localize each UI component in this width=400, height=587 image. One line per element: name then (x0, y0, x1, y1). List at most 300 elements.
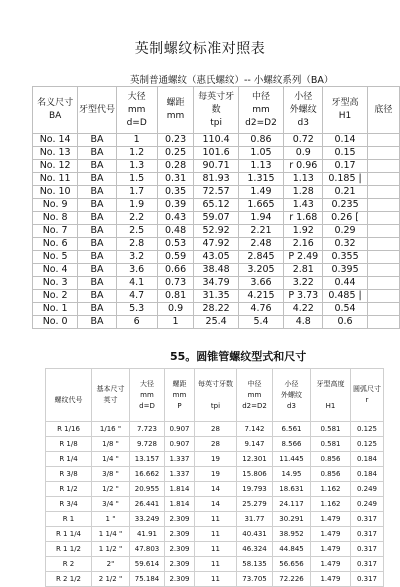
table-cell: 24.117 (273, 497, 311, 512)
ba-thread-table (32, 86, 400, 329)
table-cell: 1.479 (311, 512, 351, 527)
table-cell (367, 264, 399, 277)
table-cell: 9.728 (130, 437, 165, 452)
table-cell: 43.05 (194, 251, 238, 264)
npt-header-text: 牙型高度 (316, 379, 345, 388)
table-cell: 0.485 | (323, 290, 367, 303)
npt-header-cell (130, 369, 165, 422)
table-row (33, 134, 400, 147)
table-cell: No. 5 (33, 251, 78, 264)
table-cell: 0.26 [ (323, 212, 367, 225)
table-cell: 4.7 (116, 290, 157, 303)
table-cell: 0.317 (351, 512, 384, 527)
npt-header-cell (195, 369, 237, 422)
table-cell: 0.317 (351, 572, 384, 587)
table-cell: 1/4 " (92, 452, 130, 467)
table-cell: 1 " (92, 512, 130, 527)
table-cell: 11 (195, 572, 237, 587)
ba-header-text: tpi (210, 117, 222, 128)
table-cell: 47.803 (130, 542, 165, 557)
table-cell: 19.793 (237, 482, 273, 497)
table-row (33, 316, 400, 329)
table-cell: No. 4 (33, 264, 78, 277)
table-cell: 59.614 (130, 557, 165, 572)
npt-header-text (195, 390, 236, 401)
table-row (33, 277, 400, 290)
table-cell (367, 199, 399, 212)
npt-header-text: 外螺纹 (281, 390, 302, 399)
table-cell: BA (78, 290, 116, 303)
ba-table-body (33, 134, 400, 329)
npt-header-text: r (365, 396, 369, 404)
table-row (46, 437, 384, 452)
table-cell (367, 147, 399, 160)
table-cell: r 1.68 (284, 212, 323, 225)
table-cell: 0.28 (157, 160, 194, 173)
table-cell: 72.226 (273, 572, 311, 587)
ba-table-caption: 英制普通螺纹（惠氏螺纹）-- 小螺纹系列（BA） (130, 75, 334, 86)
table-cell: 1.49 (238, 186, 283, 199)
table-cell: 1/16 " (92, 422, 130, 437)
npt-header-text: d3 (287, 401, 296, 410)
table-cell: 0.317 (351, 542, 384, 557)
table-cell: 1.2 (116, 147, 157, 160)
npt-table-caption: 55。圆锥管螺纹型式和尺寸 (170, 350, 307, 363)
table-cell: 1.94 (238, 212, 283, 225)
ba-header-text: BA (48, 111, 62, 121)
table-cell: 3.205 (238, 264, 283, 277)
table-cell: 12.301 (237, 452, 273, 467)
table-row (46, 467, 384, 482)
table-row (33, 186, 400, 199)
ba-header-text: mm (166, 111, 185, 121)
table-cell: 38.952 (273, 527, 311, 542)
table-cell: 0.32 (323, 238, 367, 251)
table-cell: 14 (195, 497, 237, 512)
table-row (33, 212, 400, 225)
table-cell: No. 6 (33, 238, 78, 251)
table-cell: 11 (195, 512, 237, 527)
table-cell: 90.71 (194, 160, 238, 173)
table-cell (367, 134, 399, 147)
table-cell (367, 160, 399, 173)
table-row (46, 527, 384, 542)
table-cell: 1.479 (311, 527, 351, 542)
table-cell: 0.43 (157, 212, 194, 225)
table-cell: 38.48 (194, 264, 238, 277)
table-cell: 11 (195, 542, 237, 557)
table-cell: 4.22 (284, 303, 323, 316)
ba-header-text: 小径 (294, 91, 313, 102)
table-cell: 65.12 (194, 199, 238, 212)
table-cell: 1 (116, 134, 157, 147)
table-row (33, 251, 400, 264)
npt-header-text: mm (247, 390, 262, 399)
ba-header-cell (238, 87, 283, 134)
table-cell: BA (78, 303, 116, 316)
table-cell: R 1 (46, 512, 92, 527)
table-cell: 2.309 (165, 527, 195, 542)
table-cell: 0.249 (351, 497, 384, 512)
table-cell: 0.856 (311, 452, 351, 467)
ba-header-cell (194, 87, 238, 134)
ba-header-cell (367, 87, 399, 134)
table-cell: 11 (195, 557, 237, 572)
table-cell: 20.955 (130, 482, 165, 497)
table-cell: 0.48 (157, 225, 194, 238)
npt-header-text (46, 384, 91, 395)
ba-header-text: 底径 (374, 104, 393, 115)
table-cell: 28 (195, 437, 237, 452)
ba-header-row (33, 87, 400, 134)
table-cell: 6.561 (273, 422, 311, 437)
ba-header-text: 大径 (127, 91, 146, 102)
table-cell: 14 (195, 482, 237, 497)
npt-header-text: mm (140, 390, 154, 399)
page-title: 英制螺纹标准对照表 (134, 41, 266, 57)
table-cell: 1 1/4 " (92, 527, 130, 542)
table-cell: 5.4 (238, 316, 283, 329)
table-cell: 44.845 (273, 542, 311, 557)
table-cell: 0.856 (311, 467, 351, 482)
table-cell: BA (78, 134, 116, 147)
table-cell: 4.215 (238, 290, 283, 303)
table-cell: 0.125 (351, 422, 384, 437)
table-cell: 0.59 (157, 251, 194, 264)
table-cell: 11 (195, 527, 237, 542)
table-cell: 0.581 (311, 422, 351, 437)
table-cell: 73.705 (237, 572, 273, 587)
table-cell: 3.6 (116, 264, 157, 277)
table-cell: 2.309 (165, 572, 195, 587)
table-cell: 0.355 (323, 251, 367, 264)
table-cell: No. 14 (33, 134, 78, 147)
table-cell: 25.279 (237, 497, 273, 512)
table-cell (367, 173, 399, 186)
table-cell: R 2 1/2 (46, 572, 92, 587)
npt-header-text (311, 390, 350, 401)
table-cell: 0.31 (157, 173, 194, 186)
table-cell: BA (78, 316, 116, 329)
table-cell: 46.324 (237, 542, 273, 557)
table-cell: P 2.49 (284, 251, 323, 264)
table-cell: 1.337 (165, 452, 195, 467)
table-cell: 58.135 (237, 557, 273, 572)
table-cell: 6 (116, 316, 157, 329)
table-cell: 1.479 (311, 572, 351, 587)
table-cell: 0.23 (157, 134, 194, 147)
table-cell: 3.2 (116, 251, 157, 264)
table-cell: 2" (92, 557, 130, 572)
table-cell: 52.92 (194, 225, 238, 238)
npt-header-text: 基本尺寸 (96, 385, 125, 393)
ba-header-text: 中径 (251, 91, 270, 102)
table-cell: 31.77 (237, 512, 273, 527)
table-cell: 0.54 (323, 303, 367, 316)
npt-header-text: 螺距 (172, 379, 187, 388)
table-cell: 0.185 | (323, 173, 367, 186)
ba-header-text: 牙型高 (331, 98, 359, 108)
table-cell: 0.29 (323, 225, 367, 238)
table-cell: 28 (195, 422, 237, 437)
table-cell: No. 3 (33, 277, 78, 290)
table-cell (367, 303, 399, 316)
table-cell: BA (78, 264, 116, 277)
table-cell: 13.157 (130, 452, 165, 467)
table-cell (367, 212, 399, 225)
table-cell: 3/4 " (92, 497, 130, 512)
table-cell: 0.395 (323, 264, 367, 277)
table-cell: No. 8 (33, 212, 78, 225)
table-cell: 1.814 (165, 482, 195, 497)
npt-header-cell (46, 369, 92, 422)
npt-header-cell (351, 369, 384, 422)
table-cell: 47.92 (194, 238, 238, 251)
table-cell: r 0.96 (284, 160, 323, 173)
table-cell: 1.92 (284, 225, 323, 238)
table-row (46, 497, 384, 512)
table-cell: No. 9 (33, 199, 78, 212)
table-cell: 0.72 (284, 134, 323, 147)
table-cell: 1.5 (116, 173, 157, 186)
table-row (33, 264, 400, 277)
table-cell: 1.13 (284, 173, 323, 186)
npt-thread-table (45, 368, 384, 587)
table-cell: 1.479 (311, 557, 351, 572)
table-cell: 0.81 (157, 290, 194, 303)
table-cell: 7.142 (237, 422, 273, 437)
table-row (46, 557, 384, 572)
table-cell: 2 1/2 " (92, 572, 130, 587)
table-row (46, 452, 384, 467)
npt-header-cell (165, 369, 195, 422)
table-cell: 4.1 (116, 277, 157, 290)
table-cell: 1.43 (284, 199, 323, 212)
table-cell: 0.73 (157, 277, 194, 290)
table-row (33, 225, 400, 238)
table-cell: 1.28 (284, 186, 323, 199)
table-cell: 0.249 (351, 482, 384, 497)
table-cell: 5.3 (116, 303, 157, 316)
table-cell: 0.21 (323, 186, 367, 199)
table-cell: BA (78, 238, 116, 251)
table-cell: R 3/8 (46, 467, 92, 482)
table-cell: 0.15 (323, 147, 367, 160)
table-cell: BA (78, 186, 116, 199)
table-row (46, 542, 384, 557)
table-cell: 26.441 (130, 497, 165, 512)
table-cell (367, 290, 399, 303)
table-cell: 0.17 (323, 160, 367, 173)
table-cell: BA (78, 160, 116, 173)
table-cell: 0.44 (323, 277, 367, 290)
npt-header-cell (92, 369, 130, 422)
ba-header-cell (116, 87, 157, 134)
npt-header-text: d=D (139, 401, 155, 410)
table-cell: 2.81 (284, 264, 323, 277)
table-cell: 75.184 (130, 572, 165, 587)
table-cell: 59.07 (194, 212, 238, 225)
npt-header-text: P (177, 401, 182, 410)
table-cell: 2.8 (116, 238, 157, 251)
table-cell: 0.235 (323, 199, 367, 212)
table-cell: 0.907 (165, 422, 195, 437)
table-cell: 18.631 (273, 482, 311, 497)
table-cell: R 1/2 (46, 482, 92, 497)
table-cell: 34.79 (194, 277, 238, 290)
npt-header-text: 英寸 (103, 396, 118, 404)
table-cell: 0.184 (351, 452, 384, 467)
ba-header-text: 牙型代号 (78, 104, 115, 115)
table-cell: 19 (195, 467, 237, 482)
table-cell: 3.22 (284, 277, 323, 290)
npt-header-text: 小径 (284, 379, 299, 388)
table-cell (367, 277, 399, 290)
table-cell: 0.581 (311, 437, 351, 452)
ba-header-text: H1 (338, 111, 352, 121)
ba-header-cell (323, 87, 367, 134)
table-cell: 3.66 (238, 277, 283, 290)
table-cell: 19 (195, 452, 237, 467)
table-cell: 101.6 (194, 147, 238, 160)
table-cell (367, 238, 399, 251)
table-cell: 33.249 (130, 512, 165, 527)
table-cell: 2.16 (284, 238, 323, 251)
table-cell: 2.845 (238, 251, 283, 264)
table-cell: 1.05 (238, 147, 283, 160)
table-cell: No. 0 (33, 316, 78, 329)
table-cell: 28.22 (194, 303, 238, 316)
table-cell: 1/2 " (92, 482, 130, 497)
table-cell: 1.7 (116, 186, 157, 199)
npt-header-text: 圆弧尺寸 (353, 385, 381, 393)
table-cell: No. 12 (33, 160, 78, 173)
table-cell: 2.309 (165, 542, 195, 557)
table-cell: 2.2 (116, 212, 157, 225)
npt-header-text: tpi (210, 401, 221, 410)
table-cell: 110.4 (194, 134, 238, 147)
table-cell: 2.5 (116, 225, 157, 238)
table-row (33, 160, 400, 173)
table-cell: 0.86 (238, 134, 283, 147)
table-cell: 7.723 (130, 422, 165, 437)
table-cell: 0.14 (323, 134, 367, 147)
table-cell: R 1/4 (46, 452, 92, 467)
table-cell: 2.21 (238, 225, 283, 238)
ba-header-text: mm d2=D2 (245, 104, 277, 128)
table-cell: 0.66 (157, 264, 194, 277)
table-row (33, 238, 400, 251)
npt-header-cell (273, 369, 311, 422)
table-cell: 2.309 (165, 512, 195, 527)
table-cell: 1.814 (165, 497, 195, 512)
table-cell: P 3.73 (284, 290, 323, 303)
table-cell: 0.184 (351, 467, 384, 482)
table-cell: 3/8 " (92, 467, 130, 482)
npt-header-text: 中径 (247, 379, 262, 388)
ba-header-cell (78, 87, 116, 134)
table-cell: 0.317 (351, 557, 384, 572)
table-cell: R 1/8 (46, 437, 92, 452)
table-cell: R 1 1/4 (46, 527, 92, 542)
table-cell: 1 (157, 316, 194, 329)
table-cell: 11.445 (273, 452, 311, 467)
table-cell: No. 11 (33, 173, 78, 186)
table-cell: 4.8 (284, 316, 323, 329)
npt-header-text: d2=D2 (242, 401, 267, 410)
table-cell: 15.806 (237, 467, 273, 482)
table-row (33, 147, 400, 160)
table-cell: No. 1 (33, 303, 78, 316)
ba-header-text: mm d=D (126, 104, 147, 128)
table-cell: R 1/16 (46, 422, 92, 437)
table-row (33, 303, 400, 316)
npt-header-text: mm (172, 390, 187, 399)
ba-header-text: 名义尺寸 (37, 98, 74, 108)
table-cell: 1/8 " (92, 437, 130, 452)
table-cell: 2.48 (238, 238, 283, 251)
table-cell: BA (78, 277, 116, 290)
table-cell: 4.76 (238, 303, 283, 316)
table-cell: 0.9 (284, 147, 323, 160)
table-cell (367, 316, 399, 329)
table-cell: BA (78, 225, 116, 238)
table-cell: 1.162 (311, 497, 351, 512)
ba-header-cell (157, 87, 194, 134)
npt-header-text: 螺纹代号 (54, 396, 83, 404)
table-row (33, 173, 400, 186)
table-cell: 1 1/2 " (92, 542, 130, 557)
table-cell (367, 251, 399, 264)
ba-header-cell (33, 87, 78, 134)
ba-header-text: 外螺纹 d3 (289, 104, 317, 128)
ba-header-cell (284, 87, 323, 134)
table-cell: 16.662 (130, 467, 165, 482)
table-row (33, 199, 400, 212)
table-row (46, 512, 384, 527)
table-cell: 81.93 (194, 173, 238, 186)
npt-header-cell (237, 369, 273, 422)
table-cell (367, 186, 399, 199)
table-cell: 40.431 (237, 527, 273, 542)
npt-table-body (46, 422, 384, 587)
ba-header-text: 螺距 (166, 98, 185, 108)
table-cell: 0.35 (157, 186, 194, 199)
table-cell: 0.39 (157, 199, 194, 212)
npt-header-text: 每英寸牙数 (198, 379, 233, 388)
table-cell: BA (78, 147, 116, 160)
npt-header-row (46, 369, 384, 422)
npt-header-cell (311, 369, 351, 422)
ba-header-text: 每英寸牙数 (198, 91, 235, 115)
table-cell: 30.291 (273, 512, 311, 527)
npt-header-text: H1 (325, 401, 336, 410)
table-cell: BA (78, 212, 116, 225)
table-row (33, 290, 400, 303)
table-cell: BA (78, 173, 116, 186)
table-cell: 1.9 (116, 199, 157, 212)
table-cell: 0.907 (165, 437, 195, 452)
table-cell: No. 13 (33, 147, 78, 160)
table-cell: 0.9 (157, 303, 194, 316)
table-cell: 1.665 (238, 199, 283, 212)
table-cell: 0.25 (157, 147, 194, 160)
table-cell: 0.6 (323, 316, 367, 329)
table-cell: 1.315 (238, 173, 283, 186)
table-cell: 14.95 (273, 467, 311, 482)
table-row (46, 422, 384, 437)
table-cell: R 1 1/2 (46, 542, 92, 557)
